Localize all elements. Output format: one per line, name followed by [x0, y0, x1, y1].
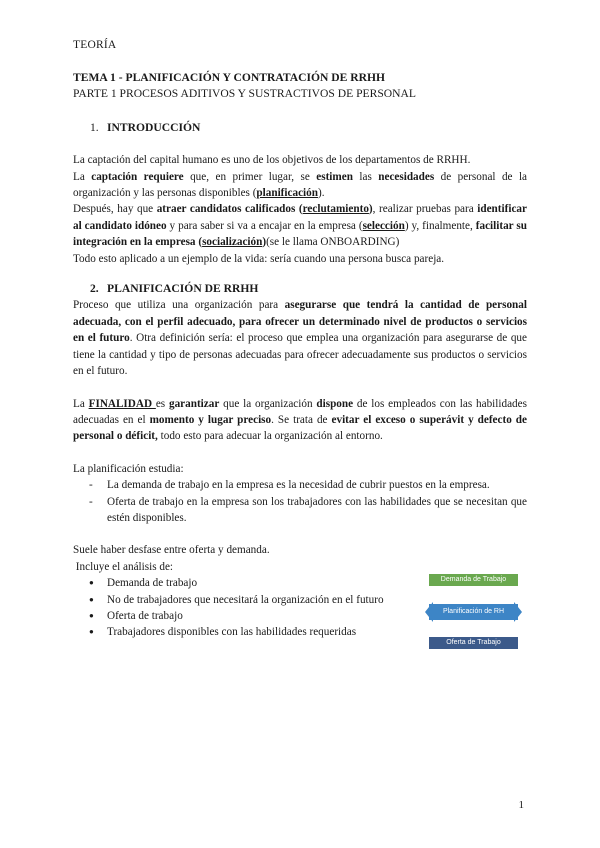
- section-2-title: PLANIFICACIÓN DE RRHH: [107, 282, 259, 296]
- list-item: ● Demanda de trabajo: [89, 575, 527, 591]
- list-item: ● No de trabajadores que necesitará la organización en el futuro: [89, 592, 527, 608]
- document-body: [73, 70, 527, 641]
- diagram-planning-box: Planificación de RH: [429, 604, 518, 620]
- planning-paragraph-2: La FINALIDAD es garantizar que la organización dispone de los empleados con las habilidades adecuadas en el momento y lugar preciso. Se trata de evitar el exceso o superávit y defecto de personal o déficit, todo esto para adecuar la organización al entorno.: [73, 397, 527, 443]
- list-item: - La demanda de trabajo en la empresa es la necesidad de cubrir puestos en la empresa.: [89, 477, 527, 493]
- analysis-intro: Incluye el análisis de:: [73, 560, 174, 573]
- list-item: - Oferta de trabajo en la empresa son los trabajadores con las habilidades que se necesitan que estén disponibles.: [89, 494, 527, 527]
- diagram-demand-box: Demanda de Trabajo: [429, 574, 518, 586]
- page-number: 1: [518, 799, 524, 811]
- section-1-title: INTRODUCCIÓN: [107, 120, 201, 134]
- section-1-heading: [90, 120, 527, 136]
- diagram-supply-box: Oferta de Trabajo: [429, 637, 518, 649]
- intro-paragraph-3: Después, hay que atraer candidatos calificados (reclutamiento), realizar pruebas para identificar al candidato idóneo y para saber si va a encajar en la empresa (selección) y, finalmente, facilitar su integración en la empresa (socialización)(se le llama ONBOARDING): [73, 203, 527, 249]
- section-1-number: 1.: [90, 120, 99, 134]
- list-item: ● Oferta de trabajo: [89, 608, 527, 624]
- planning-study-intro: La planificación estudia:: [73, 462, 184, 475]
- intro-paragraph-1: La captación del capital humano es uno de los objetivos de los departamentos de RRHH.: [73, 154, 471, 167]
- intro-paragraph-4: Todo esto aplicado a un ejemplo de la vida: sería cuando una persona busca pareja.: [73, 252, 445, 265]
- planning-diagram: [425, 572, 522, 652]
- list-item: ● Trabajadores disponibles con las habilidades requeridas: [89, 624, 527, 640]
- arrow-right-icon: [514, 602, 522, 622]
- intro-paragraph-2: La captación requiere que, en primer lugar, se estimen las necesidades de personal de la organización y las personas disponibles (planificación).: [73, 170, 528, 200]
- planning-study-list: [73, 477, 527, 526]
- doc-title: TEMA 1 - PLANIFICACIÓN Y CONTRATACIÓN DE RRHH: [73, 71, 386, 84]
- page-header: TEORÍA: [73, 39, 117, 51]
- section-2-number: 2.: [90, 282, 99, 296]
- planning-paragraph-1: Proceso que utiliza una organización para asegurarse que tendrá la cantidad de personal adecuada, con el perfil adecuado, para ofrecer un determinado nivel de productos o servicios en el futuro. Otra definición sería: el proceso que emplea una organización para asegurarse de que tiene la cantidad y tipo de personas adecuadas para ofrecer adecuadamente sus productos o servicios en el futuro.: [73, 299, 527, 378]
- section-2-heading: [90, 281, 527, 297]
- gap-note: Suele haber desfase entre oferta y demanda.: [73, 544, 270, 557]
- doc-subtitle: PARTE 1 PROCESOS ADITIVOS Y SUSTRACTIVOS DE PERSONAL: [73, 87, 416, 101]
